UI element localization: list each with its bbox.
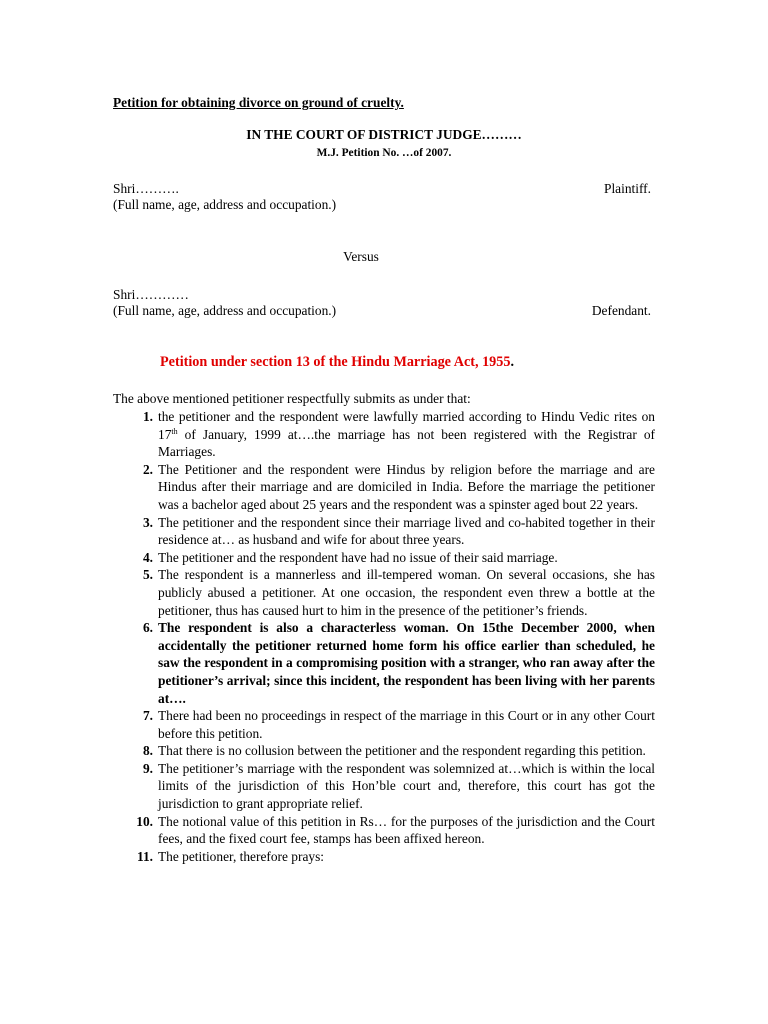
clauses-list (113, 408, 655, 865)
ordinal-suffix: th (171, 426, 178, 436)
item-text: The petitioner and the respondent since their marriage lived and co-habited together in their residence at… as husband and wife for about three years. (158, 514, 655, 548)
item-text: The Petitioner and the respondent were Hindus by religion before the marriage and are Hindus after their marriage and are domiciled in India. Before the marriage the petitioner was a bachelor aged about 25 years and the respondent was a spinster aged bout 22 years. (158, 461, 655, 512)
defendant-details: (Full name, age, address and occupation.) (113, 303, 337, 318)
list-item (113, 461, 655, 514)
item-number: 2. (142, 461, 153, 477)
list-item (113, 813, 655, 848)
list-item (113, 566, 655, 619)
list-item (113, 549, 655, 567)
list-item (113, 514, 655, 549)
item-number: 6. (142, 620, 153, 636)
item-text (158, 409, 655, 459)
intro-text: The above mentioned petitioner respectfully submits as under that: (113, 391, 471, 406)
item-number: 5. (142, 567, 153, 583)
item-text: There had been no proceedings in respect of the marriage in this Court or in any other Court before this petition. (158, 708, 655, 741)
item-number: 1. (142, 409, 153, 424)
section-heading-end: . (510, 354, 515, 370)
item-number: 11. (137, 848, 153, 864)
list-item (113, 408, 655, 461)
item-number: 4. (142, 549, 153, 565)
plaintiff-name: Shri………. (113, 181, 179, 196)
document-title: Petition for obtaining divorce on ground of cruelty. (113, 95, 404, 110)
defendant-role: Defendant. (591, 303, 651, 318)
list-item (113, 848, 655, 866)
list-item (113, 619, 655, 707)
court-heading: IN THE COURT OF DISTRICT JUDGE……… (246, 127, 522, 142)
item-text: The petitioner, therefore prays: (158, 848, 325, 864)
versus-label: Versus (343, 249, 379, 264)
section-heading-text: Petition under section 13 of the Hindu Marriage Act, 1955 (160, 354, 511, 370)
item-number: 10. (136, 813, 153, 829)
item-text: The respondent is a mannerless and ill-tempered woman. On several occasions, she has publicly abused a petitioner. At one occasion, the respondent even threw a bottle at the petitioner, thus has caused hurt to him in the presence of the petitioner’s friends. (158, 567, 655, 618)
defendant-name: Shri………… (113, 287, 189, 302)
list-item (113, 760, 655, 813)
item-text-part: the petitioner and the respondent were lawfully married according to Hindu Vedic rites on 17 (158, 409, 655, 442)
petition-number: M.J. Petition No. …of 2007. (316, 147, 452, 159)
list-item (113, 707, 655, 742)
item-text: The petitioner’s marriage with the respondent was solemnized at…which is within the local limits of the jurisdiction of this Hon’ble court and, therefore, this court has got the jurisdiction to grant appropriate relief. (158, 760, 655, 812)
item-text: The respondent is also a characterless woman. On 15the December 2000, when accidentally the petitioner returned home form his office earlier than scheduled, he saw the respondent in a compromising position with a stranger, who ran away after the petitioner’s arrival; since this incident, the respondent has been living with her parents at…. (158, 620, 655, 706)
item-number: 8. (142, 743, 153, 759)
item-number: 7. (142, 708, 153, 724)
item-text: That there is no collusion between the petitioner and the respondent regarding this petition. (158, 743, 646, 759)
item-text-part: of January, 1999 at….the marriage has not been registered with the Registrar of Marriages. (158, 426, 655, 460)
item-text: The notional value of this petition in Rs… for the purposes of the jurisdiction and the Court fees, and the fixed court fee, stamps has been affixed hereon. (158, 813, 655, 847)
section-heading (160, 354, 514, 372)
item-number: 3. (142, 514, 153, 530)
item-number: 9. (142, 760, 153, 776)
plaintiff-details: (Full name, age, address and occupation.) (113, 197, 337, 212)
item-text: The petitioner and the respondent have had no issue of their said marriage. (158, 549, 558, 565)
plaintiff-role: Plaintiff. (604, 181, 651, 196)
list-item (113, 742, 655, 760)
